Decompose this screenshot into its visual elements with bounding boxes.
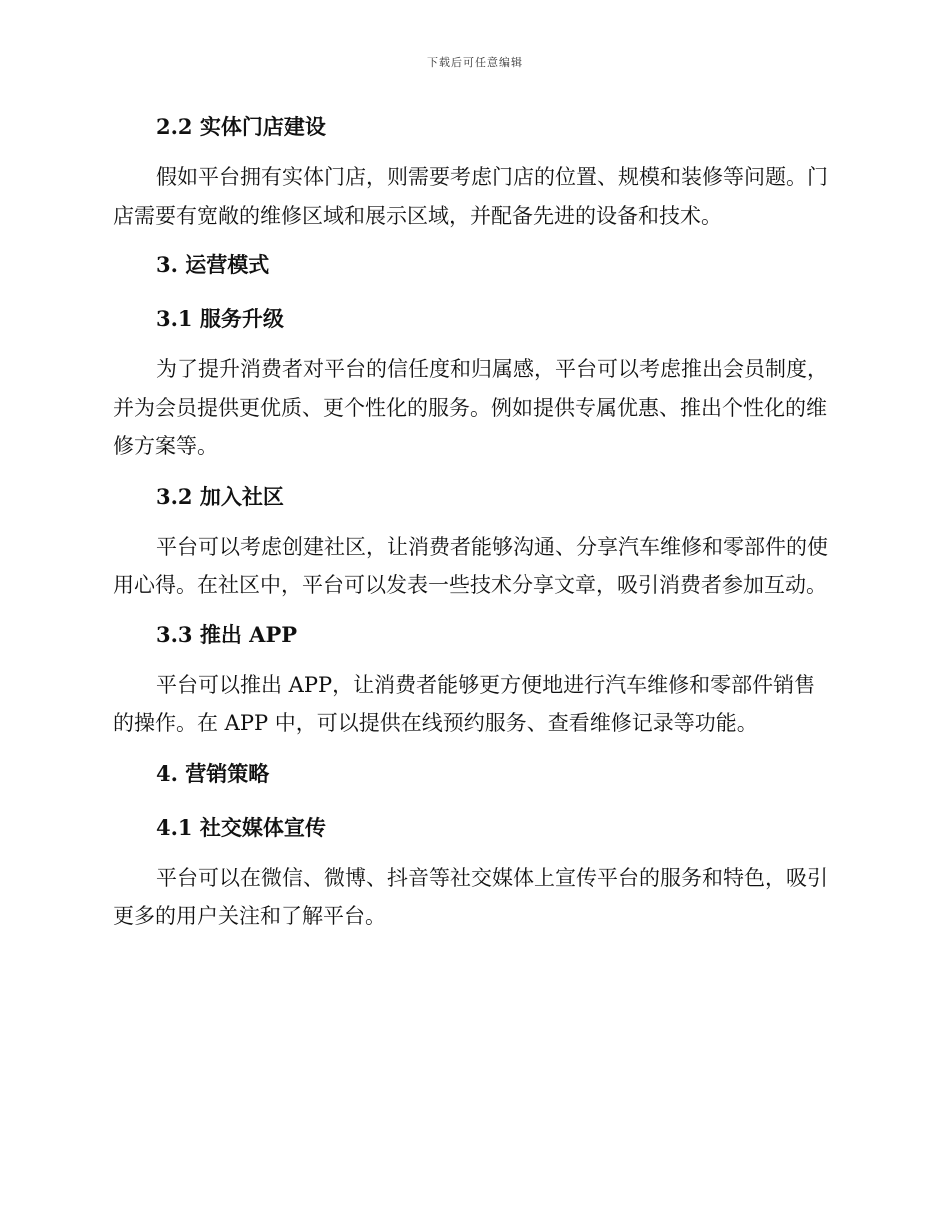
section-heading-3: 3. 运营模式 — [156, 252, 270, 277]
paragraph-social-media: 平台可以在微信、微博、抖音等社交媒体上宣传平台的服务和特色，吸引更多的用户关注和了解平台。 — [113, 865, 828, 928]
section-heading-3-1: 3.1 服务升级 — [156, 306, 284, 331]
section-heading-3-2: 3.2 加入社区 — [156, 483, 284, 509]
section-heading-2-2: 2.2 实体门店建设 — [156, 114, 326, 139]
section-heading-4: 4. 营销策略 — [156, 760, 270, 786]
paragraph-physical-store: 假如平台拥有实体门店，则需要考虑门店的位置、规模和装修等问题。门店需要有宽敞的维修区域和展示区域，并配备先进的设备和技术。 — [113, 165, 828, 228]
section-heading-3-3: 3.3 推出 APP — [156, 621, 298, 647]
paragraph-service-upgrade: 为了提升消费者对平台的信任度和归属感，平台可以考虑推出会员制度，并为会员提供更优质、更个性化的服务。例如提供专属优惠、推出个性化的维修方案等。 — [113, 357, 828, 458]
page-header-note: 下载后可任意编辑 — [427, 56, 523, 69]
section-heading-4-1: 4.1 社交媒体宣传 — [156, 814, 326, 840]
paragraph-app: 平台可以推出 APP，让消费者能够更方便地进行汽车维修和零部件销售的操作。在 APP 中，可以提供在线预约服务、查看维修记录等功能。 — [113, 672, 816, 735]
paragraph-community: 平台可以考虑创建社区，让消费者能够沟通、分享汽车维修和零部件的使用心得。在社区中，平台可以发表一些技术分享文章，吸引消费者参加互动。 — [113, 534, 828, 597]
document-body — [113, 110, 833, 936]
